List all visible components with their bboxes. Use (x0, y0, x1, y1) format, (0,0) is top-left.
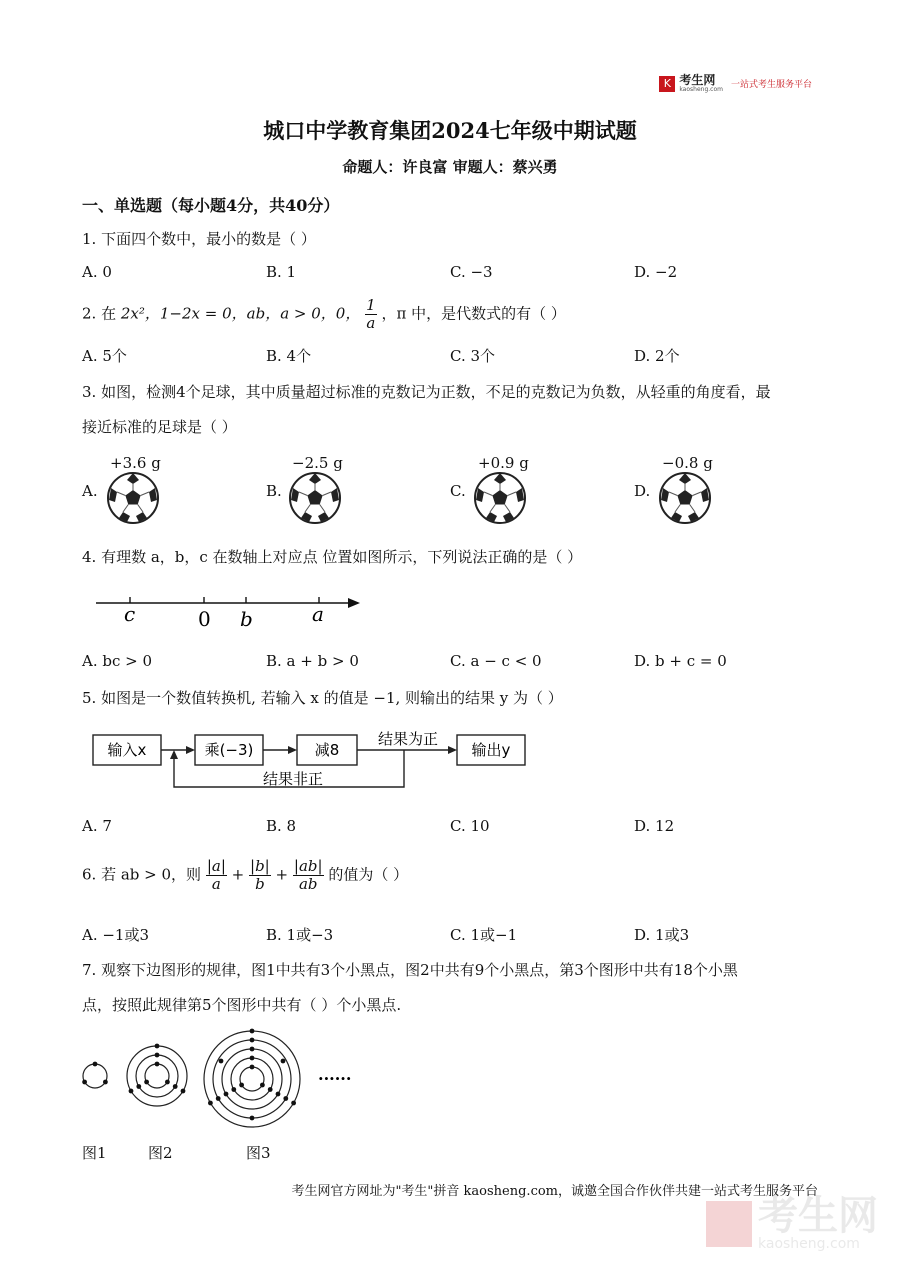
fig-label-3: 图3 (246, 1144, 271, 1162)
q5-option-b: B. 8 (266, 817, 297, 835)
q1-option-a: A. 0 (82, 263, 112, 281)
q1-option-c: C. −3 (450, 263, 493, 281)
axis-label-a: a (312, 602, 324, 626)
question-7-stem-line2: 点，按照此规律第5个图形中共有（ ）个小黑点. (82, 996, 402, 1014)
arrow-1-icon (186, 746, 195, 754)
fig3-circle-2 (231, 1058, 273, 1100)
question-7-stem-line1: 7. 观察下边图形的规律，图1中共有3个小黑点，图2中共有9个小黑点，第3个图形中共有18个小黑 (82, 961, 738, 979)
fig3-circle-1 (240, 1067, 264, 1091)
yes-label: 结果为正 (377, 730, 439, 748)
conversion-machine-diagram (88, 726, 538, 796)
q6-f3-num: |ab| (293, 857, 323, 875)
q2-prefix: 2. 在 (82, 304, 117, 323)
q6-f2-den: b (255, 875, 265, 893)
question-3-stem-line2: 接近标准的足球是（ ） (82, 418, 237, 436)
multiply-box-label: 乘(−3) (204, 741, 254, 759)
fig1-circle (83, 1064, 107, 1088)
page-subtitle: 命题人：许良富 审题人：蔡兴勇 (342, 158, 558, 176)
q2-expressions: 2x²，1−2x = 0，ab，a > 0，0， (120, 304, 361, 323)
fig-label-2: 图2 (148, 1144, 173, 1162)
soccer-balls (0, 0, 900, 560)
ellipsis: ...... (318, 1065, 352, 1084)
soccer-ball-c (475, 473, 525, 523)
q6-option-a: A. −1或3 (82, 926, 150, 944)
soccer-ball-a (108, 473, 158, 523)
output-box-label: 输出y (471, 741, 511, 759)
q4-option-a: A. bc > 0 (82, 652, 153, 670)
page-title: 城口中学教育集团2024七年级中期试题 (263, 118, 637, 143)
fig2-inner-circle (145, 1064, 169, 1088)
q2-fraction-denominator: a (366, 314, 376, 332)
q6-option-b: B. 1或−3 (266, 926, 334, 944)
question-3-stem-line1: 3. 如图，检测4个足球，其中质量超过标准的克数记为正数，不足的克数记为负数，从轻重的角度看，最 (82, 383, 771, 401)
q6-suffix: 的值为（ ） (328, 865, 409, 884)
axis-label-b: b (240, 607, 253, 631)
footer-text: 考生网官方网址为"考生"拼音 kaosheng.com，诚邀全国合作伙伴共建一站式考生服务平台 (291, 1184, 818, 1199)
ball-weight-a: +3.6 g (110, 454, 161, 472)
question-1-stem: 1. 下面四个数中，最小的数是（ ） (82, 230, 316, 248)
q6-f1-num: |a| (206, 857, 226, 875)
feedback-arrow-icon (170, 750, 178, 759)
question-6-stem (82, 858, 408, 893)
q1-option-b: B. 1 (266, 263, 297, 281)
q4-option-b: B. a + b > 0 (266, 652, 359, 670)
fig3-circle-4 (213, 1040, 291, 1118)
brand-slogan: 一站式考生服务平台 (730, 80, 812, 90)
brand-name: 考生网 (679, 73, 716, 87)
q6-option-d: D. 1或3 (634, 926, 690, 944)
watermark-domain: kaosheng.com (758, 1236, 860, 1252)
input-box-label: 输入x (107, 741, 147, 759)
q6-fraction-2 (249, 858, 271, 893)
q3-option-b: B. (266, 482, 282, 500)
q6-fraction-3 (293, 858, 324, 893)
q3-option-d: D. (634, 482, 651, 500)
ball-weight-d: −0.8 g (662, 454, 713, 472)
q6-option-c: C. 1或−1 (450, 926, 518, 944)
no-label: 结果非正 (262, 770, 324, 788)
q4-option-c: C. a − c < 0 (450, 652, 542, 670)
fig3-circle-5 (204, 1031, 300, 1127)
q3-option-a: A. (82, 482, 98, 500)
q2-option-c: C. 3个 (450, 347, 496, 365)
watermark-text (758, 1193, 878, 1252)
arrow-3-icon (448, 746, 457, 754)
q5-option-c: C. 10 (450, 817, 490, 835)
q2-suffix: ，π 中，是代数式的有（ ） (381, 304, 566, 323)
subtract-box-label: 减8 (314, 741, 340, 759)
soccer-ball-d (660, 473, 710, 523)
q6-fraction-1 (206, 858, 227, 893)
watermark-name: 考生网 (758, 1193, 878, 1239)
brand-domain: kaosheng.com (679, 86, 723, 93)
q6-f2-num: |b| (250, 857, 270, 875)
watermark (706, 1193, 878, 1252)
q6-plus-2: + (275, 865, 289, 884)
q6-f1-den: a (211, 875, 221, 893)
q6-f3-den: ab (298, 875, 318, 893)
arrow-2-icon (288, 746, 297, 754)
q2-option-b: B. 4个 (266, 347, 312, 365)
question-5-stem: 5. 如图是一个数值转换机, 若输入 x 的值是 −1, 则输出的结果 y 为（ ） (82, 689, 563, 707)
axis-label-0: 0 (198, 607, 211, 631)
q5-option-a: A. 7 (82, 817, 112, 835)
q6-plus-1: + (231, 865, 245, 884)
ball-weight-c: +0.9 g (478, 454, 529, 472)
brand-logo-icon: K (659, 76, 675, 92)
soccer-ball-b (290, 473, 340, 523)
watermark-logo-icon (706, 1201, 752, 1247)
q6-prefix: 6. 若 ab > 0，则 (82, 865, 202, 884)
axis-label-c: c (124, 602, 136, 626)
q2-option-a: A. 5个 (82, 347, 127, 365)
fig-label-1: 图1 (82, 1144, 107, 1162)
q3-option-c: C. (450, 482, 466, 500)
number-line-arrow (348, 598, 360, 608)
ball-weight-b: −2.5 g (292, 454, 343, 472)
q2-option-d: D. 2个 (634, 347, 680, 365)
q1-option-d: D. −2 (634, 263, 678, 281)
question-4-stem: 4. 有理数 a，b，c 在数轴上对应点 位置如图所示，下列说法正确的是（ ） (82, 548, 583, 566)
q4-option-d: D. b + c = 0 (634, 652, 727, 670)
number-line (90, 588, 380, 633)
section-heading: 一、单选题（每小题4分，共40分） (82, 196, 340, 215)
q2-fraction-numerator: 1 (366, 296, 376, 314)
q5-option-d: D. 12 (634, 817, 675, 835)
dot-pattern-figures (0, 1020, 400, 1140)
fig2-middle-circle (136, 1055, 178, 1097)
